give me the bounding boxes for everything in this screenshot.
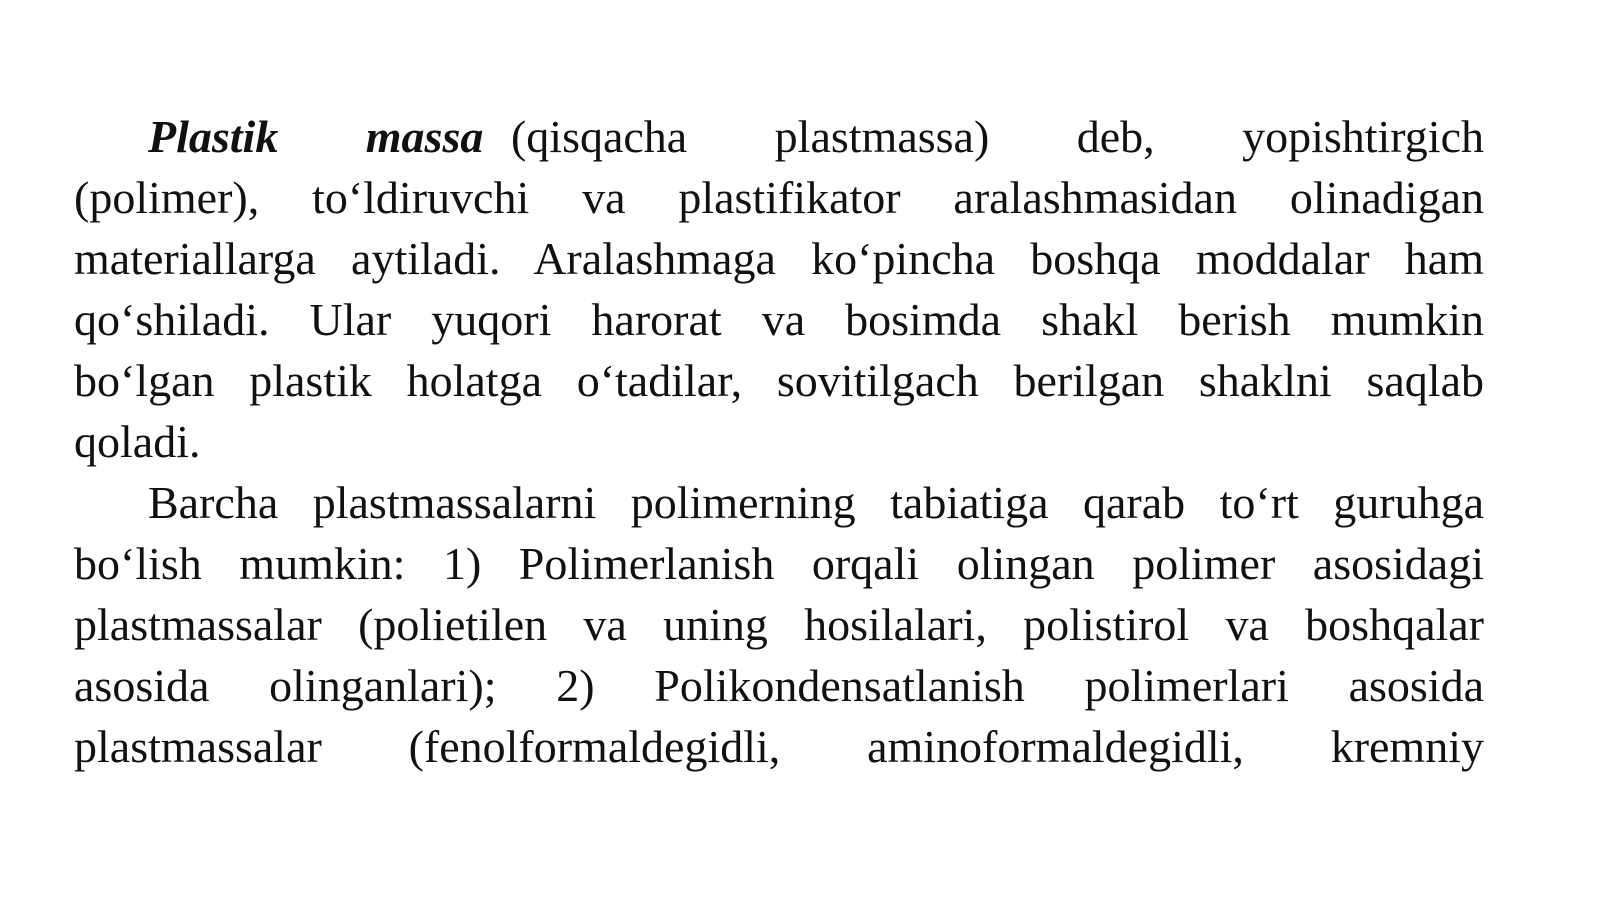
defined-term: Plastik massa [148,111,484,162]
paragraph-2-line-5: plastmassalar (fenolformaldegidli, aminoformaldegidli, kremniy [74,721,1484,772]
paragraph-2-line-3: plastmassalar (polietilen va uning hosilalari, polistirol va boshqalar [74,599,1484,650]
paragraph-1-line-1 [74,106,1484,167]
paragraph-2-line-1: Barcha plastmassalarni polimerning tabiatiga qarab to‘rt guruhga [148,477,1484,528]
paragraph-1-line-6: qoladi. [74,416,201,467]
paragraph-2-line-2: bo‘lish mumkin: 1) Polimerlanish orqali olingan polimer asosidagi [74,538,1484,589]
paragraph-1-line-1-text: (qisqacha plastmassa) deb, yopishtirgich [510,111,1484,162]
paragraph-1-line-2: (polimer), to‘ldiruvchi va plastifikator aralashmasidan olinadigan [74,172,1484,223]
body-text [74,106,1484,777]
paragraph-1-line-4: qo‘shiladi. Ular yuqori harorat va bosimda shakl berish mumkin [74,294,1484,345]
paragraph-1-line-3: materiallarga aytiladi. Aralashmaga ko‘pincha boshqa moddalar ham [74,233,1484,284]
paragraph-2-line-4: asosida olinganlari); 2) Polikondensatlanish polimerlari asosida [74,660,1484,711]
paragraph-1-line-5: bo‘lgan plastik holatga o‘tadilar, sovitilgach berilgan shaklni saqlab [74,355,1484,406]
